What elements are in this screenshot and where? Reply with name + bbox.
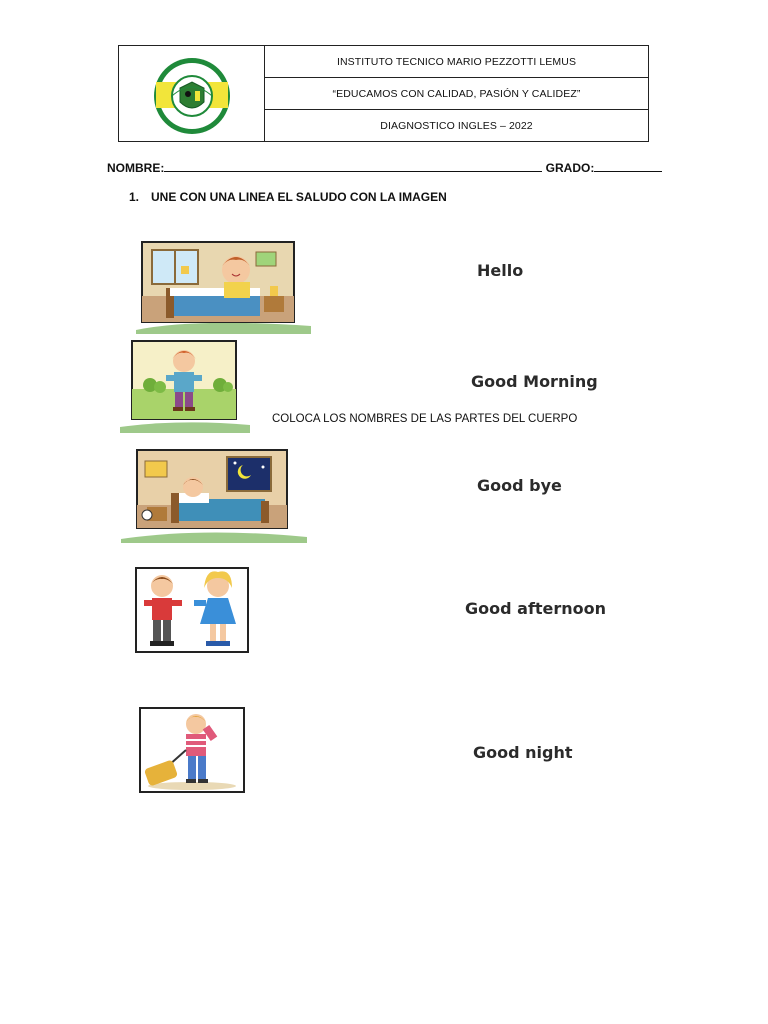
boy-waving-with-suitcase-image xyxy=(138,706,246,794)
greeting-good-bye: Good bye xyxy=(477,476,562,495)
boy-standing-outdoors-image xyxy=(120,339,250,433)
header-table xyxy=(118,45,649,142)
school-motto: “EDUCAMOS CON CALIDAD, PASIÓN Y CALIDEZ” xyxy=(265,77,648,109)
logo-cell xyxy=(119,46,265,141)
sub-instruction: COLOCA LOS NOMBRES DE LAS PARTES DEL CUERPO xyxy=(272,413,578,425)
greeting-good-morning: Good Morning xyxy=(471,372,598,391)
header-info xyxy=(265,46,648,141)
exercise-number: 1. xyxy=(129,190,140,204)
boy-waking-up-bedroom-image xyxy=(136,238,311,334)
boy-sleeping-night-bedroom-image xyxy=(121,447,307,543)
grade-label: GRADO: xyxy=(545,161,595,175)
school-logo-icon xyxy=(152,56,232,136)
grade-field[interactable] xyxy=(594,160,662,172)
name-grade-line xyxy=(107,160,667,175)
name-field[interactable] xyxy=(164,160,542,172)
exam-title: DIAGNOSTICO INGLES – 2022 xyxy=(265,109,648,141)
greeting-good-afternoon: Good afternoon xyxy=(465,599,607,618)
instruction-text: UNE CON UNA LINEA EL SALUDO CON LA IMAGEN xyxy=(151,190,447,204)
greeting-good-night: Good night xyxy=(473,743,573,762)
institution-name: INSTITUTO TECNICO MARIO PEZZOTTI LEMUS xyxy=(336,55,577,68)
boy-and-girl-waving-image xyxy=(134,566,250,654)
exercise-instruction xyxy=(129,190,447,204)
name-label: NOMBRE: xyxy=(107,161,165,175)
greeting-hello: Hello xyxy=(477,261,524,280)
